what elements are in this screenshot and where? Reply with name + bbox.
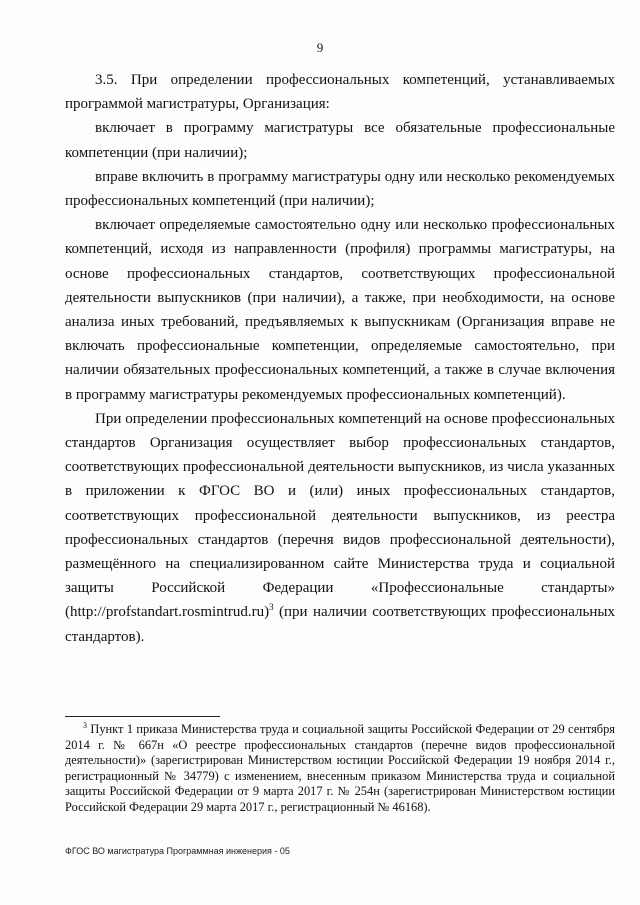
paragraph-self-defined-competencies: включает определяемые самостоятельно одну или несколько профессиональных компетенций, исходя из направленности (профиля) программы магистратуры, на основе профессиональных стандартов, соответствующих профессиональной деятельности выпускников (при наличии), а также, при необходимости, на основе анализа иных требований, предъявляемых к выпускникам (Организация вправе не включать профессиональные компетенции, определяемые самостоятельно, при наличии обязательных профессиональных компетенций, а также в случае включения в программу магистратуры рекомендуемых профессиональных компетенций). bbox=[65, 217, 615, 403]
footnote bbox=[65, 722, 615, 816]
paragraph-professional-standards bbox=[65, 407, 615, 649]
paragraph-recommended-competencies: вправе включить в программу магистратуры одну или несколько рекомендуемых профессиональных компетенций (при наличии); bbox=[65, 168, 615, 210]
page-number: 9 bbox=[316, 40, 324, 55]
paragraph-mandatory-competencies: включает в программу магистратуры все обязательные профессиональные компетенции (при наличии); bbox=[65, 120, 615, 161]
footnote-paragraph bbox=[65, 722, 615, 816]
footnote-separator bbox=[65, 716, 220, 717]
paragraph-text-after-ref: (при наличии соответствующих профессиональных стандартов). bbox=[65, 604, 615, 645]
footnote-mark: 3 bbox=[83, 720, 87, 730]
paragraph-text-before-ref: При определении профессиональных компетенций на основе профессиональных стандартов Организация осуществляет выбор профессиональных стандартов, соответствующих профессиональной деятельности выпускников, из числа указанных в приложении к ФГОС ВО и (или) иных профессиональных стандартов, соответствующих профессиональной деятельности выпускников, из реестра профессиональных стандартов (перечня видов профессиональной деятельности), размещённого на специализированном сайте Министерства труда и социальной защиты Российской Федерации «Профессиональные стандарты» (http://profstandart.rosmintrud.ru) bbox=[65, 410, 615, 621]
footnote-text: Пункт 1 приказа Министерства труда и социальной защиты Российской Федерации от 29 сентября 2014 г. № 667н «О реестре профессиональных стандартов (перечне видов профессиональной деятельности)» (зарегистрирован Министерством юстиции Российской Федерации 19 ноября 2014 г., регистрационный № 34779) с изменением, внесенным приказом Министерства труда и социальной защиты Российской Федерации от 9 марта 2017 г. № 254н (зарегистрирован Министерством юстиции Российской Федерации 29 марта 2017 г., регистрационный № 46168). bbox=[65, 722, 615, 814]
main-text bbox=[65, 68, 615, 649]
page-footer: ФГОС ВО магистратура Программная инженерия - 05 bbox=[65, 846, 290, 856]
paragraph-3-5: 3.5. При определении профессиональных компетенций, устанавливаемых программой магистратуры, Организация: bbox=[65, 72, 615, 113]
footnote-reference[interactable]: 3 bbox=[269, 602, 274, 613]
